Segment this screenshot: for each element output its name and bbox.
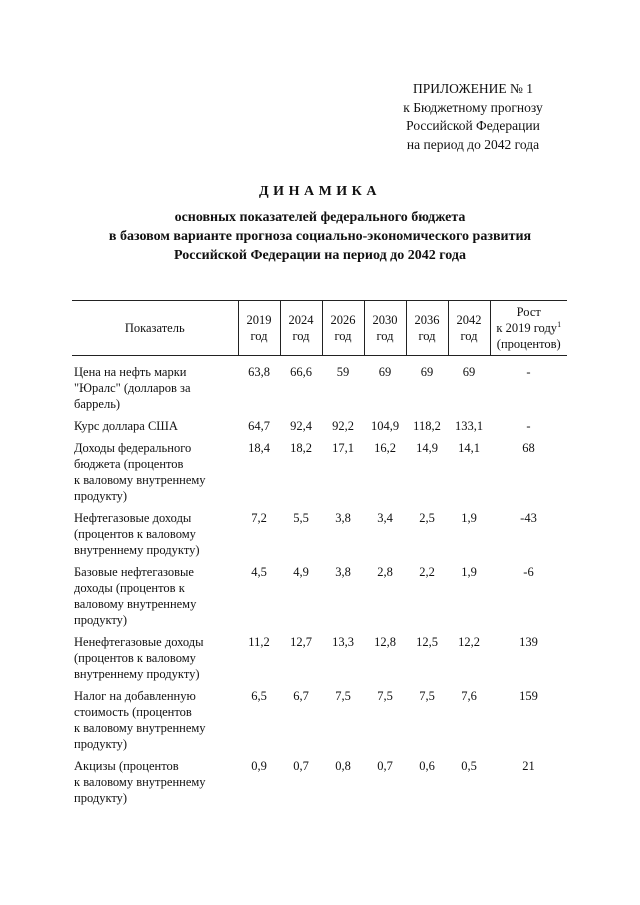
row-value: 16,2	[374, 441, 396, 455]
row-indicator	[72, 634, 238, 688]
row-value: 0,7	[377, 759, 393, 773]
row-value: 18,4	[248, 441, 270, 455]
indicator-line: бюджета (процентов	[74, 457, 184, 471]
indicators-table	[72, 300, 567, 812]
appendix-block	[372, 80, 574, 154]
row-value: 1,9	[461, 511, 477, 525]
indicator-line: (процентов к валовому	[74, 651, 196, 665]
appendix-line: к Бюджетному прогнозу	[403, 99, 543, 115]
appendix-line: Российской Федерации	[406, 118, 540, 133]
row-indicator	[72, 364, 238, 418]
row-value: 4,9	[293, 565, 309, 579]
indicator-line: валовому внутреннему	[74, 597, 197, 611]
document-subtitle	[60, 208, 580, 265]
row-value: 2,8	[377, 565, 393, 579]
table-row	[72, 510, 567, 564]
row-value: 11,2	[248, 635, 270, 649]
row-value: 92,2	[332, 419, 354, 433]
row-value: 14,9	[416, 441, 438, 455]
indicator-line: продукту)	[74, 489, 128, 503]
subtitle-line: Российской Федерации на период до 2042 года	[174, 248, 466, 263]
row-value: 12,7	[290, 635, 312, 649]
row-growth: -	[526, 419, 531, 433]
table-row	[72, 418, 567, 440]
row-value: 1,9	[461, 565, 477, 579]
indicator-line: баррель)	[74, 397, 121, 411]
header-year: 2019 год	[238, 301, 280, 356]
indicator-line: продукту)	[74, 737, 128, 751]
indicator-line: Нефтегазовые доходы	[74, 511, 192, 525]
row-value: 69	[462, 365, 476, 379]
row-value: 59	[336, 365, 350, 379]
indicator-line: (процентов к валовому	[74, 527, 196, 541]
indicator-line: продукту)	[74, 791, 128, 805]
row-value: 0,5	[461, 759, 477, 773]
row-value: 66,6	[290, 365, 312, 379]
appendix-line: на период до 2042 года	[406, 136, 540, 152]
row-value: 64,7	[248, 419, 270, 433]
row-value: 0,8	[335, 759, 351, 773]
header-growth: Рост к 2019 году$^1$ (процентов)	[490, 301, 567, 356]
table-row	[72, 688, 567, 758]
row-value: 4,5	[251, 565, 267, 579]
table-row	[72, 564, 567, 634]
table-row	[72, 758, 567, 812]
table-row	[72, 634, 567, 688]
row-value: 118,2	[413, 419, 441, 433]
row-value: 5,5	[293, 511, 309, 525]
row-value: 2,2	[419, 565, 435, 579]
indicator-line: внутреннему продукту)	[74, 667, 200, 681]
header-year: 2024 год	[280, 301, 322, 356]
row-value: 92,4	[290, 419, 312, 433]
indicator-line: Налог на добавленную	[74, 689, 196, 703]
row-growth: -	[526, 365, 531, 379]
row-value: 3,8	[335, 565, 351, 579]
indicator-line: Ненефтегазовые доходы	[74, 635, 204, 649]
indicator-line: к валовому внутреннему	[74, 775, 206, 789]
row-indicator	[72, 688, 238, 758]
row-value: 14,1	[458, 441, 480, 455]
row-value: 104,9	[370, 419, 400, 433]
row-value: 7,5	[335, 689, 351, 703]
row-indicator	[72, 758, 238, 812]
row-indicator	[72, 440, 238, 510]
indicator-line: доходы (процентов к	[74, 581, 185, 595]
indicator-line: к валовому внутреннему	[74, 473, 206, 487]
indicator-line: Базовые нефтегазовые	[74, 565, 194, 579]
table-row	[72, 364, 567, 418]
indicator-line: продукту)	[74, 613, 128, 627]
row-indicator	[72, 418, 238, 440]
row-growth: 159	[519, 689, 538, 703]
row-value: 0,6	[419, 759, 435, 773]
indicator-line: Акцизы (процентов	[74, 759, 179, 773]
row-value: 12,5	[416, 635, 438, 649]
row-value: 13,3	[332, 635, 354, 649]
subtitle-line: в базовом варианте прогноза социально-экономического развития	[108, 229, 532, 244]
row-value: 3,4	[377, 511, 393, 525]
indicator-line: Доходы федерального	[74, 441, 192, 455]
indicator-line: Курс доллара США	[74, 419, 178, 433]
row-indicator	[72, 564, 238, 634]
row-growth: 139	[519, 635, 538, 649]
indicator-line: "Юралс" (долларов за	[74, 381, 191, 395]
row-value: 7,2	[251, 511, 267, 525]
header-year: 2042 год	[448, 301, 490, 356]
row-value: 3,8	[335, 511, 351, 525]
row-value: 63,8	[248, 365, 270, 379]
row-value: 133,1	[454, 419, 484, 433]
indicator-line: Цена на нефть марки	[74, 365, 187, 379]
row-value: 6,7	[293, 689, 309, 703]
row-indicator	[72, 510, 238, 564]
row-value: 2,5	[419, 511, 435, 525]
row-value: 18,2	[290, 441, 312, 455]
table-row	[72, 440, 567, 510]
row-value: 6,5	[251, 689, 267, 703]
row-value: 69	[378, 365, 392, 379]
row-growth: 21	[522, 759, 535, 773]
indicator-line: стоимость (процентов	[74, 705, 192, 719]
header-indicator: Показатель	[72, 301, 238, 356]
header-year: 2030 год	[364, 301, 406, 356]
row-value: 7,6	[461, 689, 477, 703]
footnote-mark: 1	[557, 319, 562, 329]
table-header-row	[72, 301, 567, 356]
row-value: 7,5	[377, 689, 393, 703]
document-title: ДИНАМИКА	[259, 184, 381, 199]
row-value: 12,2	[458, 635, 480, 649]
row-growth: -43	[520, 511, 537, 525]
row-value: 12,8	[374, 635, 396, 649]
indicator-line: к валовому внутреннему	[74, 721, 206, 735]
header-year: 2026 год	[322, 301, 364, 356]
appendix-title: ПРИЛОЖЕНИЕ № 1	[412, 81, 534, 96]
subtitle-line: основных показателей федерального бюджета	[174, 210, 466, 225]
row-value: 0,7	[293, 759, 309, 773]
row-value: 7,5	[419, 689, 435, 703]
row-value: 0,9	[251, 759, 267, 773]
row-growth: -6	[523, 565, 534, 579]
indicator-line: внутреннему продукту)	[74, 543, 200, 557]
header-year: 2036 год	[406, 301, 448, 356]
row-value: 69	[420, 365, 434, 379]
row-growth: 68	[522, 441, 535, 455]
row-value: 17,1	[332, 441, 354, 455]
